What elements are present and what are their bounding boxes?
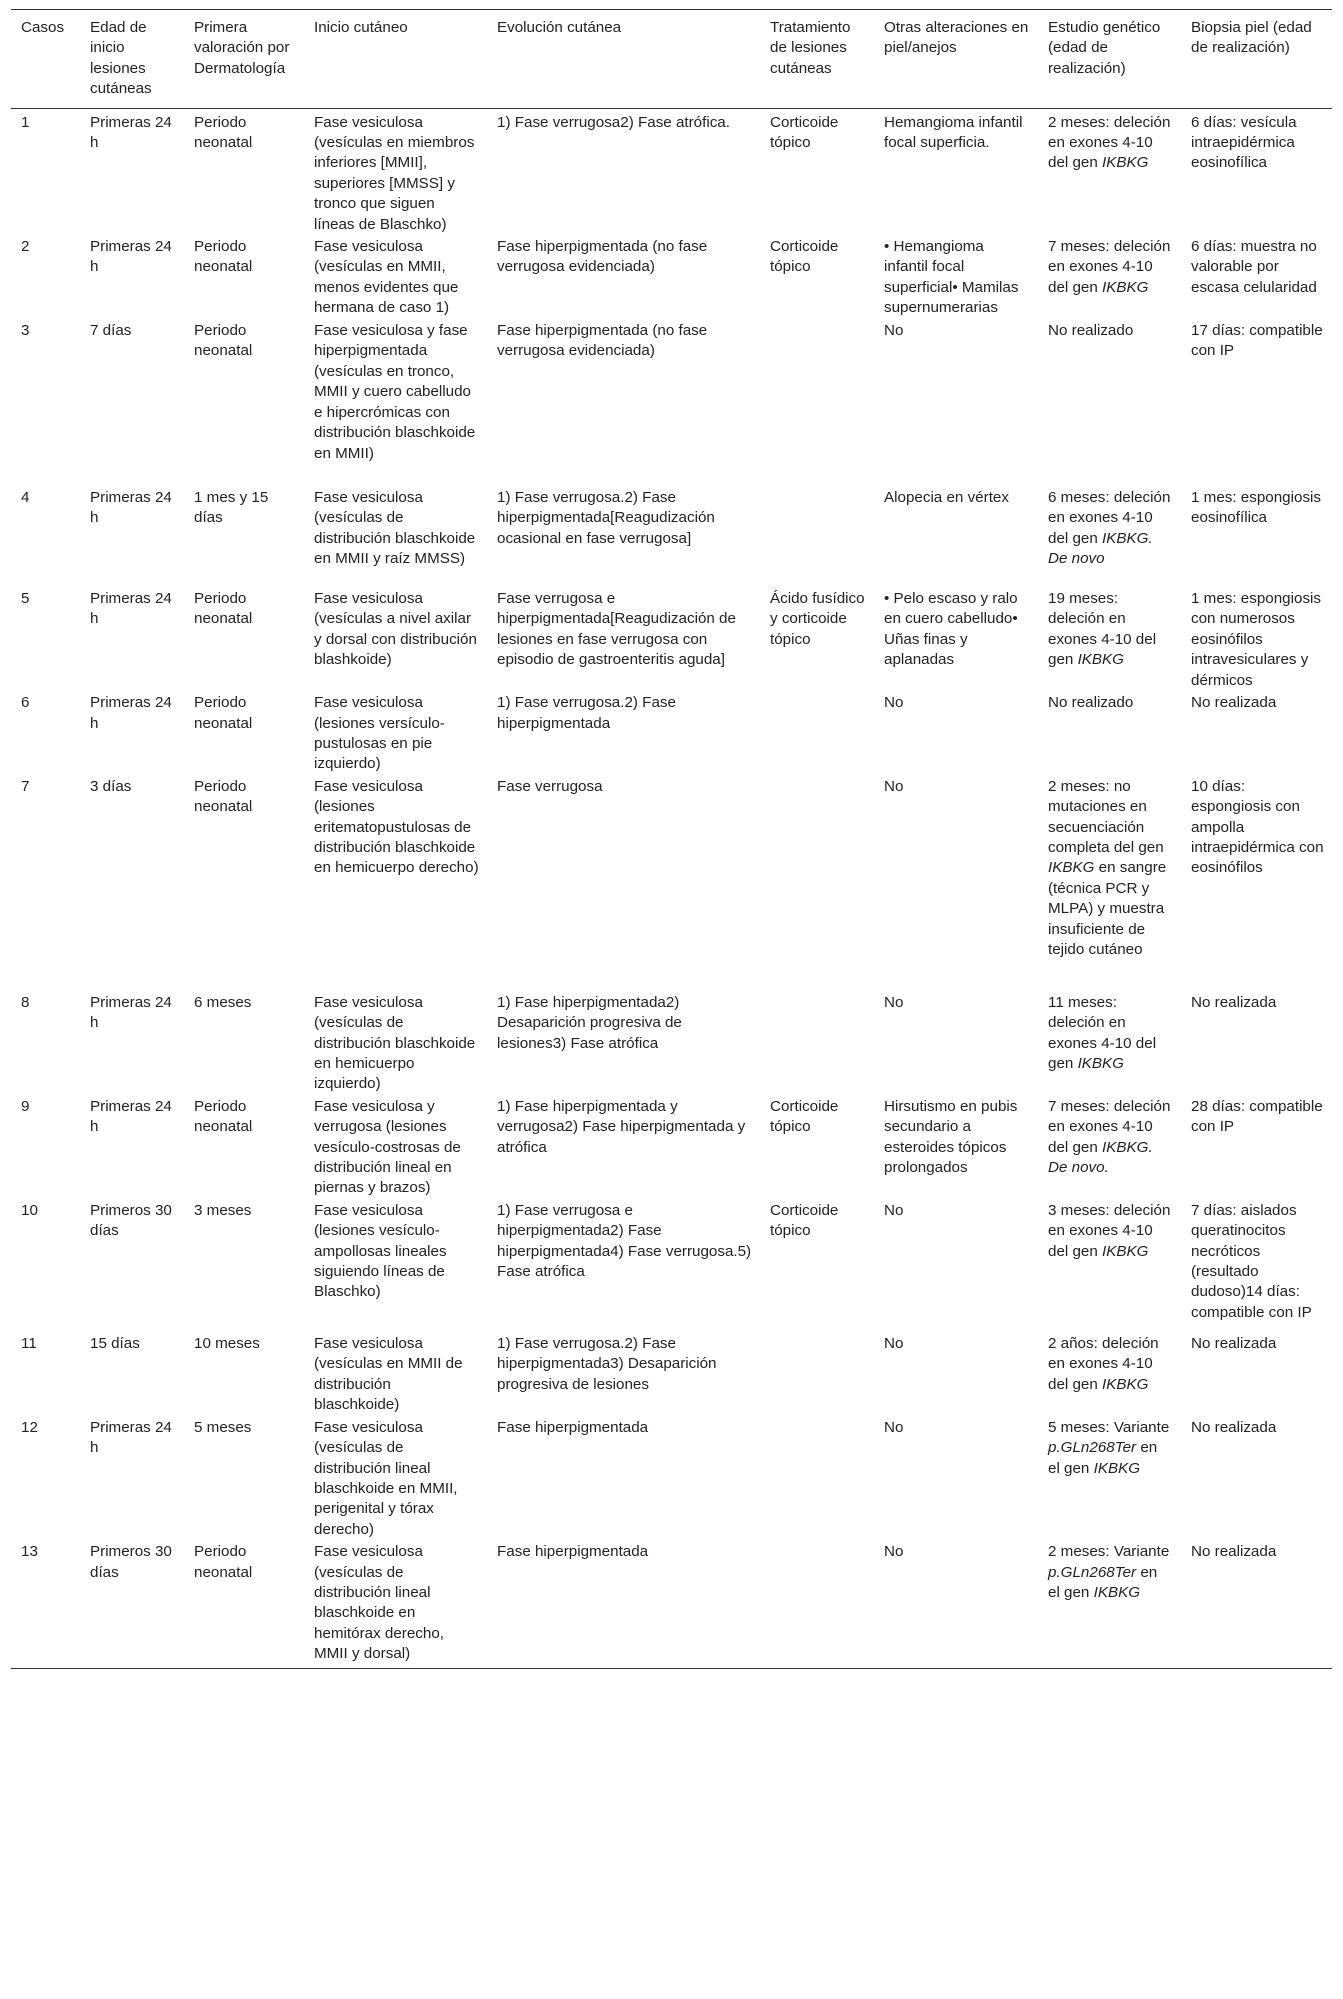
cell-primera-valoracion: Periodo neonatal — [194, 777, 253, 816]
cell-tratamiento — [760, 692, 874, 776]
genetic-text: 11 meses: deleción en exones 4-10 del gen — [1048, 993, 1157, 1072]
header-biopsia: Biopsia piel (edad de realización) — [1191, 19, 1312, 57]
cell-estudio-genetico — [1038, 1541, 1181, 1668]
cell-tratamiento — [760, 1333, 874, 1417]
table-row — [11, 320, 1332, 487]
genetic-text: 6 meses: deleción en exones 4-10 del gen — [1048, 489, 1171, 547]
header-primera-valoracion: Primera valoración por Dermatología — [194, 19, 290, 77]
cell-estudio-genetico — [1038, 1333, 1181, 1417]
cell-inicio-cutaneo: Fase vesiculosa (vesículas a nivel axilar y dorsal con distribución blashkoide) — [314, 590, 477, 669]
cell-biopsia: 6 días: muestra no valorable por escasa celularidad — [1191, 238, 1317, 296]
cell-caso: 2 — [21, 238, 30, 256]
cell-biopsia: No realizada — [1191, 1543, 1277, 1561]
cell-tratamiento — [760, 1541, 874, 1668]
cell-biopsia: 10 días: espongiosis con ampolla intraepidérmica con eosinófilos — [1191, 777, 1324, 877]
cell-biopsia: 6 días: vesícula intraepidérmica eosinofílica — [1191, 113, 1297, 172]
cell-evolucion-cutanea: Fase hiperpigmentada — [497, 1543, 649, 1561]
cell-otras-alteraciones: No — [884, 1543, 904, 1561]
cell-estudio-genetico — [1038, 692, 1181, 776]
cell-estudio-genetico — [1038, 1200, 1181, 1333]
table-row — [11, 588, 1332, 692]
table-row — [11, 1096, 1332, 1200]
cell-otras-alteraciones: No — [884, 1334, 904, 1352]
cell-estudio-genetico — [1038, 236, 1181, 320]
cell-edad-inicio: Primeras 24 h — [90, 113, 172, 152]
genetic-text: 5 meses: Variante — [1048, 1418, 1170, 1436]
cell-otras-alteraciones: Hemangioma infantil focal superficia. — [884, 113, 1023, 152]
cell-biopsia: No realizada — [1191, 1418, 1277, 1436]
cell-primera-valoracion: 5 meses — [194, 1418, 252, 1436]
cell-biopsia: 28 días: compatible con IP — [1191, 1097, 1323, 1136]
gene-name-italic: IKBKG — [1102, 154, 1149, 172]
cell-primera-valoracion: 3 meses — [194, 1201, 252, 1219]
cell-tratamiento — [760, 992, 874, 1096]
cell-primera-valoracion: Periodo neonatal — [194, 590, 253, 628]
cell-caso: 1 — [21, 113, 30, 131]
cell-primera-valoracion: Periodo neonatal — [194, 1543, 253, 1581]
header-casos: Casos — [21, 19, 65, 36]
table-row — [11, 236, 1332, 320]
cell-tratamiento: Corticoide tópico — [770, 113, 839, 152]
gene-name-italic: IKBKG. De novo. — [1048, 1138, 1153, 1176]
table-row — [11, 776, 1332, 992]
cell-edad-inicio: Primeros 30 días — [90, 1543, 172, 1581]
gene-name-italic: IKBKG — [1102, 1375, 1149, 1393]
cell-edad-inicio: 15 días — [90, 1334, 140, 1352]
cell-tratamiento: Ácido fusídico y corticoide tópico — [770, 590, 865, 648]
cell-evolucion-cutanea: 1) Fase verrugosa e hiperpigmentada2) Fase hiperpigmentada4) Fase verrugosa.5) Fase atrófica — [497, 1201, 752, 1280]
cell-tratamiento — [760, 320, 874, 487]
cell-caso: 8 — [21, 993, 30, 1011]
cell-evolucion-cutanea: Fase hiperpigmentada (no fase verrugosa evidenciada) — [497, 322, 708, 360]
cell-edad-inicio: Primeras 24 h — [90, 489, 172, 527]
gene-name-italic: IKBKG. De novo — [1048, 529, 1153, 568]
cell-tratamiento — [760, 1417, 874, 1541]
genetic-text: en el gen — [1048, 1439, 1158, 1477]
cell-caso: 4 — [21, 489, 30, 507]
cell-otras-alteraciones: No — [884, 1418, 904, 1436]
genetic-text: No realizado — [1048, 694, 1134, 712]
cell-caso: 12 — [21, 1418, 38, 1436]
cell-otras-alteraciones: • Pelo escaso y ralo en cuero cabelludo• Uñas finas y aplanadas — [884, 590, 1018, 669]
cell-estudio-genetico — [1038, 776, 1181, 992]
cell-inicio-cutaneo: Fase vesiculosa (vesículas de distribución lineal blaschkoide en MMII, perigenital y tórax derecho) — [314, 1418, 458, 1538]
genetic-text: 7 meses: deleción en exones 4-10 del gen — [1048, 1097, 1171, 1156]
cell-edad-inicio: 7 días — [90, 322, 132, 340]
cell-estudio-genetico — [1038, 992, 1181, 1096]
cell-edad-inicio: Primeras 24 h — [90, 694, 172, 732]
cell-inicio-cutaneo: Fase vesiculosa (lesiones eritematopustulosas de distribución blaschkoide en hemicuerpo derecho) — [314, 777, 479, 877]
cell-inicio-cutaneo: Fase vesiculosa (vesículas de distribución lineal blaschkoide en hemitórax derecho, MMII y dorsal) — [314, 1543, 445, 1663]
cell-biopsia: No realizada — [1191, 694, 1277, 712]
cell-inicio-cutaneo: Fase vesiculosa (lesiones versículo-pustulosas en pie izquierdo) — [314, 694, 445, 773]
table-row — [11, 1333, 1332, 1417]
cell-evolucion-cutanea: 1) Fase verrugosa.2) Fase hiperpigmentada3) Desaparición progresiva de lesiones — [497, 1334, 717, 1393]
cell-biopsia: 7 días: aislados queratinocitos necróticos (resultado dudoso)14 días: compatible con IP — [1191, 1201, 1312, 1321]
table-header-row — [11, 10, 1332, 109]
clinical-cases-table — [11, 9, 1332, 1669]
cell-otras-alteraciones: No — [884, 322, 904, 340]
cell-evolucion-cutanea: 1) Fase verrugosa.2) Fase hiperpigmentada — [497, 694, 676, 732]
table-row — [11, 992, 1332, 1096]
cell-otras-alteraciones: • Hemangioma infantil focal superficial• Mamilas supernumerarias — [884, 238, 1019, 317]
cell-inicio-cutaneo: Fase vesiculosa (vesículas en MMII, menos evidentes que hermana de caso 1) — [314, 238, 459, 317]
cell-biopsia: 17 días: compatible con IP — [1191, 322, 1323, 360]
cell-caso: 7 — [21, 777, 30, 795]
genetic-text: 2 meses: no mutaciones en secuenciación completa del gen — [1048, 777, 1164, 856]
genetic-text: en sangre (técnica PCR y MLPA) y muestra insuficiente de tejido cutáneo — [1048, 859, 1167, 958]
cell-estudio-genetico — [1038, 487, 1181, 588]
gene-name-italic: p.GLn268Ter — [1048, 1563, 1137, 1581]
cell-primera-valoracion: 1 mes y 15 días — [194, 489, 269, 527]
cell-caso: 3 — [21, 322, 30, 340]
genetic-text: 2 meses: deleción en exones 4-10 del gen — [1048, 113, 1171, 172]
gene-name-italic: IKBKG — [1048, 859, 1095, 877]
gene-name-italic: IKBKG — [1093, 1584, 1141, 1602]
cell-edad-inicio: 3 días — [90, 777, 132, 795]
cell-edad-inicio: Primeras 24 h — [90, 1097, 172, 1136]
genetic-text: No realizado — [1048, 322, 1134, 340]
genetic-text: 2 meses: Variante — [1048, 1543, 1170, 1561]
cell-estudio-genetico — [1038, 1096, 1181, 1200]
cell-inicio-cutaneo: Fase vesiculosa (vesículas de distribución blaschkoide en hemicuerpo izquierdo) — [314, 993, 476, 1093]
header-tratamiento: Tratamiento de lesiones cutáneas — [770, 19, 851, 77]
genetic-text: 3 meses: deleción en exones 4-10 del gen — [1048, 1201, 1171, 1260]
cell-evolucion-cutanea: Fase verrugosa — [497, 777, 603, 795]
cell-caso: 13 — [21, 1543, 38, 1561]
cell-estudio-genetico — [1038, 1417, 1181, 1541]
cell-edad-inicio: Primeras 24 h — [90, 1418, 172, 1457]
cell-otras-alteraciones: Hirsutismo en pubis secundario a esteroides tópicos prolongados — [884, 1097, 1018, 1176]
cell-otras-alteraciones: No — [884, 1201, 904, 1219]
gene-name-italic: IKBKG — [1102, 278, 1149, 296]
table-row — [11, 1417, 1332, 1541]
genetic-text: en el gen — [1048, 1563, 1158, 1602]
cell-estudio-genetico — [1038, 588, 1181, 692]
cell-tratamiento — [760, 487, 874, 588]
cell-otras-alteraciones: No — [884, 777, 904, 795]
cell-estudio-genetico — [1038, 108, 1181, 236]
cell-inicio-cutaneo: Fase vesiculosa (vesículas en MMII de distribución blaschkoide) — [314, 1334, 463, 1413]
cell-primera-valoracion: Periodo neonatal — [194, 322, 253, 360]
table-container — [11, 9, 1332, 1669]
genetic-text: 7 meses: deleción en exones 4-10 del gen — [1048, 238, 1171, 296]
gene-name-italic: IKBKG — [1102, 1242, 1149, 1260]
cell-primera-valoracion: Periodo neonatal — [194, 238, 253, 276]
cell-tratamiento: Corticoide tópico — [770, 1201, 839, 1240]
gene-name-italic: IKBKG — [1093, 1459, 1141, 1477]
gene-name-italic: IKBKG — [1077, 651, 1124, 669]
header-inicio-cutaneo: Inicio cutáneo — [314, 19, 408, 36]
cell-otras-alteraciones: No — [884, 694, 904, 712]
cell-otras-alteraciones: Alopecia en vértex — [884, 489, 1009, 507]
cell-edad-inicio: Primeras 24 h — [90, 590, 172, 628]
cell-evolucion-cutanea: 1) Fase verrugosa.2) Fase hiperpigmentada[Reagudización ocasional en fase verrugosa] — [497, 489, 715, 547]
cell-evolucion-cutanea: 1) Fase hiperpigmentada y verrugosa2) Fase hiperpigmentada y atrófica — [497, 1097, 746, 1156]
genetic-text: 19 meses: deleción en exones 4-10 del gen — [1048, 590, 1157, 669]
header-otras-alteraciones: Otras alteraciones en piel/anejos — [884, 19, 1029, 57]
header-evolucion-cutanea: Evolución cutánea — [497, 19, 622, 36]
cell-primera-valoracion: 10 meses — [194, 1334, 260, 1352]
cell-primera-valoracion: Periodo neonatal — [194, 1097, 253, 1136]
gene-name-italic: p.GLn268Ter — [1048, 1439, 1137, 1457]
gene-name-italic: IKBKG — [1077, 1054, 1124, 1072]
cell-inicio-cutaneo: Fase vesiculosa (vesículas en miembros inferiores [MMII], superiores [MMSS] y tronco que siguen líneas de Blaschko) — [314, 113, 475, 233]
cell-edad-inicio: Primeros 30 días — [90, 1201, 172, 1240]
cell-otras-alteraciones: No — [884, 993, 904, 1011]
cell-edad-inicio: Primeras 24 h — [90, 993, 172, 1032]
table-row — [11, 487, 1332, 588]
table-row — [11, 692, 1332, 776]
cell-tratamiento: Corticoide tópico — [770, 1097, 839, 1136]
table-row — [11, 108, 1332, 236]
table-row — [11, 1200, 1332, 1333]
cell-caso: 6 — [21, 694, 30, 712]
table-row — [11, 1541, 1332, 1668]
cell-caso: 9 — [21, 1097, 30, 1115]
genetic-text: 2 años: deleción en exones 4-10 del gen — [1048, 1334, 1159, 1393]
header-estudio-genetico: Estudio genético (edad de realización) — [1048, 19, 1161, 77]
cell-inicio-cutaneo: Fase vesiculosa y fase hiperpigmentada (vesículas en tronco, MMII y cuero cabelludo e hipercrómicas con distribución blaschkoide en MMII) — [314, 322, 476, 462]
cell-tratamiento — [760, 776, 874, 992]
cell-caso: 11 — [21, 1334, 37, 1352]
cell-primera-valoracion: 6 meses — [194, 993, 252, 1011]
cell-caso: 10 — [21, 1201, 38, 1219]
header-edad-inicio: Edad de inicio lesiones cutáneas — [90, 19, 152, 98]
cell-primera-valoracion: Periodo neonatal — [194, 694, 253, 732]
cell-primera-valoracion: Periodo neonatal — [194, 113, 253, 152]
cell-tratamiento: Corticoide tópico — [770, 238, 839, 276]
cell-evolucion-cutanea: Fase hiperpigmentada (no fase verrugosa evidenciada) — [497, 238, 708, 276]
cell-edad-inicio: Primeras 24 h — [90, 238, 172, 276]
cell-evolucion-cutanea: 1) Fase verrugosa2) Fase atrófica. — [497, 113, 730, 131]
cell-biopsia: No realizada — [1191, 993, 1277, 1011]
cell-inicio-cutaneo: Fase vesiculosa (vesículas de distribución blaschkoide en MMII y raíz MMSS) — [314, 489, 476, 568]
cell-evolucion-cutanea: Fase verrugosa e hiperpigmentada[Reagudización de lesiones en fase verrugosa con episodio de gastroenteritis aguda] — [497, 590, 736, 669]
cell-biopsia: No realizada — [1191, 1334, 1277, 1352]
cell-evolucion-cutanea: 1) Fase hiperpigmentada2) Desaparición progresiva de lesiones3) Fase atrófica — [497, 993, 682, 1052]
cell-biopsia: 1 mes: espongiosis con numerosos eosinófilos intravesiculares y dérmicos — [1191, 590, 1322, 689]
cell-evolucion-cutanea: Fase hiperpigmentada — [497, 1418, 649, 1436]
cell-estudio-genetico — [1038, 320, 1181, 487]
cell-inicio-cutaneo: Fase vesiculosa y verrugosa (lesiones vesículo-costrosas de distribución lineal en piernas y brazos) — [314, 1097, 461, 1197]
cell-inicio-cutaneo: Fase vesiculosa (lesiones vesículo-ampollosas lineales siguiendo líneas de Blaschko) — [314, 1201, 447, 1301]
cell-caso: 5 — [21, 590, 30, 608]
cell-biopsia: 1 mes: espongiosis eosinofílica — [1191, 489, 1322, 527]
